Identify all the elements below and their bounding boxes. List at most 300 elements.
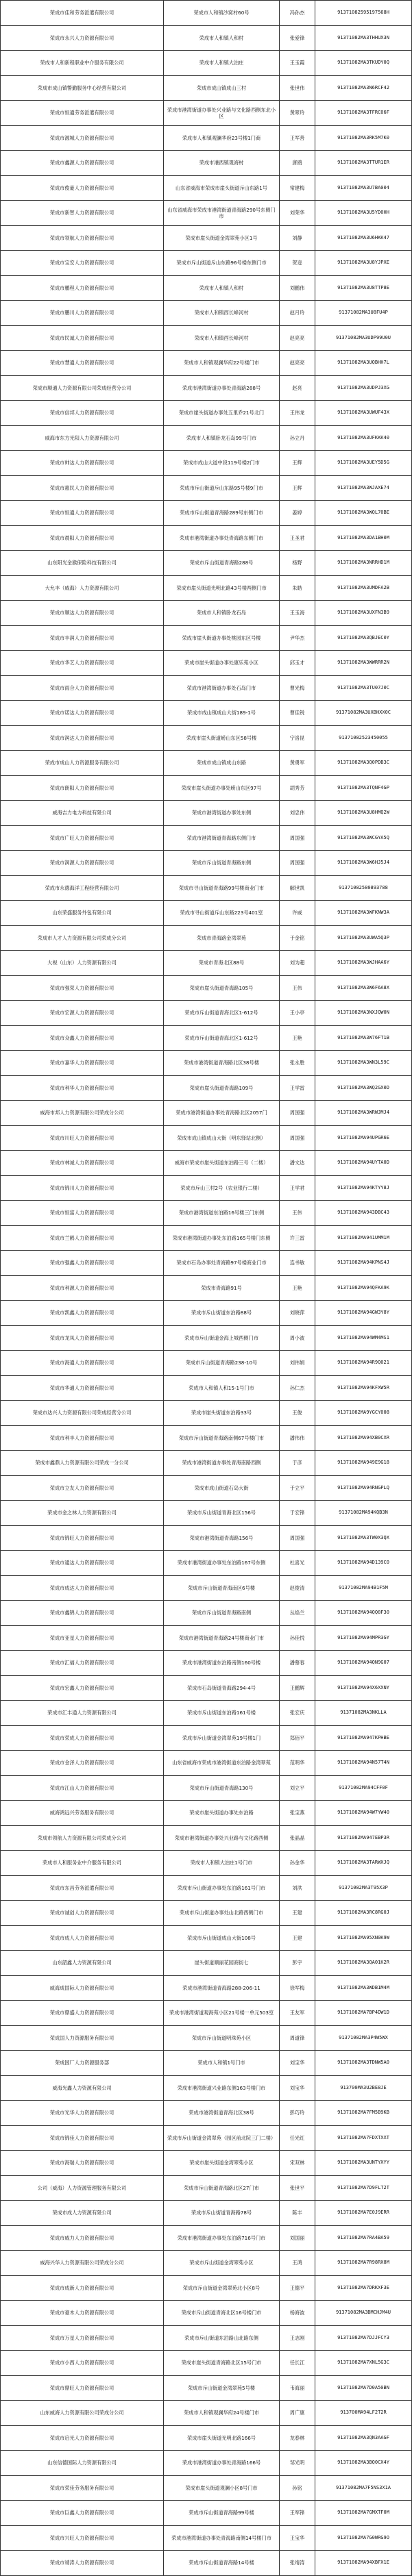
table-row: [1, 501, 412, 526]
legal-person-cell: 刘为超: [280, 951, 315, 976]
table-row: [1, 1801, 412, 1826]
address-cell: 荣成市斥山街道青海路14号楼: [164, 2551, 280, 2576]
credit-code-cell: 91371082MA3U7BA004: [315, 175, 412, 201]
credit-code-cell: 91371082MA3UNTYXYY: [315, 2151, 412, 2176]
credit-code-cell: 91371082MA3BQ0CX4Y: [315, 2451, 412, 2476]
table-row: [1, 1601, 412, 1626]
credit-code-cell: 91371082MA943DBC43: [315, 1201, 412, 1226]
legal-person-cell: 王鸿: [280, 2251, 315, 2276]
address-cell: 荣成市港湾街道观海苑小区21号楼一单元503室: [164, 2001, 280, 2026]
legal-person-cell: 赵月玲: [280, 301, 315, 326]
address-cell: 荣成市港湾街道青海路288-206-11: [164, 1975, 280, 2001]
table-row: [1, 1975, 412, 2001]
legal-person-cell: 贺迩: [280, 251, 315, 276]
legal-person-cell: 陈丰: [280, 2201, 315, 2226]
legal-person-cell: 王友军: [280, 2001, 315, 2026]
company-name-cell: 荣成市恒富人力资源有限公司: [1, 1201, 164, 1226]
address-cell: 荣成市石岛街道青海路294-4号: [164, 1675, 280, 1701]
address-cell: 荣成市人和镇大泊庄: [164, 51, 280, 76]
credit-code-cell: 91371082MA7DRKXF3E: [315, 2275, 412, 2301]
legal-person-cell: 张世平: [280, 2175, 315, 2201]
company-name-cell: 荣成市嘉华人力资源有限公司: [1, 1051, 164, 1076]
table-row: [1, 1025, 412, 1051]
legal-person-cell: 杨野: [280, 551, 315, 576]
credit-code-cell: 91371082MA94X6XXNY: [315, 1675, 412, 1701]
legal-person-cell: 刘宝华: [280, 2051, 315, 2076]
credit-code-cell: 91371082MA947KPHBE: [315, 1725, 412, 1751]
company-name-cell: 荣成市晨阳人力资源有限公司: [1, 525, 164, 551]
credit-code-cell: 91371082MA3W6HJ5J4: [315, 851, 412, 876]
legal-person-cell: 潘慕春: [280, 1651, 315, 1676]
credit-code-cell: 91371082MA7RA4BA59: [315, 2225, 412, 2251]
company-name-cell: 荣成市川旺人力资源有限公司: [1, 1125, 164, 1151]
table-row: [1, 1401, 412, 1426]
legal-person-cell: 孙佳悦: [280, 1625, 315, 1651]
credit-code-cell: 91371082MA94MPR3GY: [315, 1625, 412, 1651]
table-row: [1, 1501, 412, 1526]
credit-code-cell: 91371082MA3DA1BH0M: [315, 525, 412, 551]
table-row: [1, 1625, 412, 1651]
table-row: [1, 2175, 412, 2201]
company-name-cell: 荣成市俊豪人力资源有限公司: [1, 175, 164, 201]
company-name-cell: 山东阳光金猴保险科技有限公司: [1, 551, 164, 576]
credit-code-cell: 913700MA3U2BE8JE: [315, 2075, 412, 2101]
legal-person-cell: 周国强: [280, 1525, 315, 1551]
address-cell: 威海市荣成市崖头街道东泊路三号（二楼）: [164, 1151, 280, 1176]
credit-code-cell: 91371082MA3U6HKK47: [315, 225, 412, 251]
credit-code-cell: 91371082MA7E0J9ERR: [315, 2201, 412, 2226]
legal-person-cell: 张永胜: [280, 1051, 315, 1076]
legal-person-cell: 刘立平: [280, 1775, 315, 1801]
address-cell: 荣成市港湾街道办事处兴业路与文化路西侧东北小区: [164, 101, 280, 126]
company-name-cell: 荣成市兰鹤人力资源有限公司: [1, 1225, 164, 1251]
company-name-cell: 荣成市龙凤人力资源有限公司: [1, 1325, 164, 1351]
credit-code-cell: 91371082MA94B1F5M: [315, 1575, 412, 1601]
credit-code-cell: 91371082MA94RNGPLQ: [315, 1475, 412, 1501]
address-cell: 荣成市崖头街道办事处东泊路: [164, 1801, 280, 1826]
company-name-cell: 荣成市人才人力资源有限公司荣成分公司: [1, 925, 164, 951]
legal-person-cell: 任光红: [280, 2125, 315, 2151]
table-row: [1, 1125, 412, 1151]
legal-person-cell: 周小波: [280, 1325, 315, 1351]
address-cell: 荣成市斥山三村2号（农业银行二楼）: [164, 1175, 280, 1201]
company-name-cell: 荣成市江山人力资源有限公司: [1, 1775, 164, 1801]
legal-person-cell: 周国强: [280, 1125, 315, 1151]
table-row: [1, 2301, 412, 2326]
credit-code-cell: 91371082MA3TKUDY0Q: [315, 51, 412, 76]
address-cell: 荣成市人和镇人和15-1号门市: [164, 1375, 280, 1401]
table-row: [1, 1325, 412, 1351]
address-cell: 荣成市斥山街道金湾翠苑北小区8号: [164, 2275, 280, 2301]
company-name-cell: 威海市邦人力资源有限公司荣成分公司: [1, 1101, 164, 1126]
legal-person-cell: 张宝燕: [280, 1801, 315, 1826]
credit-code-cell: 91371082MA94KQB3N: [315, 1501, 412, 1526]
legal-person-cell: 范明华: [280, 1751, 315, 1776]
table-row: [1, 1101, 412, 1126]
table-row: [1, 1551, 412, 1576]
company-name-cell: 荣成市光华人力资源有限公司: [1, 2101, 164, 2126]
legal-person-cell: 宁洛昆: [280, 725, 315, 751]
credit-code-cell: 91371082580893788: [315, 875, 412, 901]
address-cell: 荣成市崖头街道办事处桃园东区号楼: [164, 625, 280, 651]
address-cell: 荣成市斥山街道东泊路88号: [164, 1301, 280, 1326]
company-name-cell: 荣成市利华人力资源有限公司: [1, 1075, 164, 1101]
credit-code-cell: 91371082MA94N57T4N: [315, 1751, 412, 1776]
table-row: [1, 1375, 412, 1401]
address-cell: 荣成市斥山街道青海北区1-612号: [164, 1001, 280, 1026]
company-name-cell: 威海吉力电力科技有限公司: [1, 801, 164, 826]
address-cell: 山东省威海市荣成市港湾街道青海路290号东侧门市: [164, 201, 280, 226]
company-name-cell: 荣成市小西人力资源有限公司: [1, 2351, 164, 2376]
legal-person-cell: 周国强: [280, 1101, 315, 1126]
table-row: [1, 1151, 412, 1176]
address-cell: 荣成市人和镇人和村: [164, 275, 280, 301]
address-cell: 荣成市人和镇人和村: [164, 25, 280, 51]
company-name-cell: 荣成市锦川人力资源有限公司: [1, 1175, 164, 1201]
legal-person-cell: 王玉霞: [280, 51, 315, 76]
table-row: [1, 2001, 412, 2026]
credit-code-cell: 91371082MA3TFRC06F: [315, 101, 412, 126]
legal-person-cell: 潘伟伟: [280, 1425, 315, 1451]
credit-code-cell: 91371082MA7GMXTF0M: [315, 2501, 412, 2526]
credit-code-cell: 91371082MA3NXJQW0N: [315, 1001, 412, 1026]
table-row: [1, 701, 412, 726]
address-cell: 山东省威海市荣成市崖头街道斥山东路1号: [164, 175, 280, 201]
table-row: [1, 1425, 412, 1451]
address-cell: 荣成市斥山街道斥山东路95号楼9门市: [164, 475, 280, 501]
company-name-cell: 荣成市荣佳劳务服务有限公司: [1, 2475, 164, 2501]
table-row: [1, 475, 412, 501]
company-name-cell: 荣成市成山镇警勤服务中心经营有限公司: [1, 75, 164, 101]
company-name-cell: 荣成市民诚人力资源有限公司: [1, 325, 164, 351]
table-row: [1, 2501, 412, 2526]
credit-code-cell: 91371082MA7FDXTXXT: [315, 2125, 412, 2151]
company-name-cell: 荣成市林诚人力资源有限公司: [1, 1151, 164, 1176]
address-cell: 荣成市成山镇成山东路: [164, 751, 280, 776]
legal-person-cell: 王宝华: [280, 2525, 315, 2551]
legal-person-cell: 许三雷: [280, 1225, 315, 1251]
table-row: [1, 1651, 412, 1676]
credit-code-cell: 91371082MA3TDNW5A0: [315, 2051, 412, 2076]
company-name-cell: 荣成市海通人力资源有限公司: [1, 1351, 164, 1376]
address-cell: 荣成市港湾街道办事处东泊路165号楼门东侧: [164, 1225, 280, 1251]
company-name-cell: 荣成市通达人力资源有限公司: [1, 1551, 164, 1576]
legal-person-cell: 刘鹏伟: [280, 275, 315, 301]
credit-code-cell: 91371082MA7D0A50BN: [315, 2375, 412, 2401]
company-name-cell: 荣成市威力人力资源有限公司: [1, 2225, 164, 2251]
address-cell: 荣成市人和镇观澜华府23号楼1门商: [164, 125, 280, 151]
address-cell: 荣成市人和镇1号门市: [164, 2051, 280, 2076]
address-cell: 荣成市斥山街道青海路130号: [164, 1775, 280, 1801]
legal-person-cell: 赵亮亮: [280, 351, 315, 376]
table-row: [1, 1251, 412, 1276]
address-cell: 荣成市人和镇卧龙石岛99号门市: [164, 425, 280, 451]
address-cell: 荣成市斥山街道斥山东路96号楼东侧门市: [164, 251, 280, 276]
address-cell: 荣成市寻山街道青海路99号楼商业门市: [164, 875, 280, 901]
company-name-cell: 荣成市丰润人力资源有限公司: [1, 625, 164, 651]
legal-person-cell: 尹华杰: [280, 625, 315, 651]
table-row: [1, 401, 412, 426]
address-cell: 荣成市斥山街道东泊路山北路东侧: [164, 2325, 280, 2351]
address-cell: 荣成市崖头街道办事处康乐苑小区: [164, 651, 280, 676]
table-row: [1, 1051, 412, 1076]
credit-code-cell: 91371082MA94W7YW40: [315, 1801, 412, 1826]
table-row: [1, 2351, 412, 2376]
credit-code-cell: 91371082MA3WJHAA6Y: [315, 951, 412, 976]
address-cell: 荣成市崖头街道金湾翠苑小区1号: [164, 225, 280, 251]
credit-code-cell: 91371082MA7D9FLT2T: [315, 2175, 412, 2201]
address-cell: 荣成市崖头街道青海路109号: [164, 1075, 280, 1101]
legal-person-cell: 刘晓萍: [280, 1301, 315, 1326]
legal-person-cell: 周国强: [280, 825, 315, 851]
table-row: [1, 975, 412, 1001]
address-cell: 荣成市港湾街道兴业路东侧163号楼门市: [164, 2075, 280, 2101]
legal-person-cell: 王小亭: [280, 1001, 315, 1026]
legal-person-cell: 王艳: [280, 1025, 315, 1051]
table-row: [1, 1451, 412, 1476]
company-name-cell: 荣成市成达人力资源有限公司: [1, 1575, 164, 1601]
address-cell: 荣成市人和镇大泊庄1号门市: [164, 1851, 280, 1876]
company-name-cell: 荣成市成山人力资源服务有限公司: [1, 751, 164, 776]
company-name-cell: 荣成市鼎盛人力资源有限公司: [1, 2001, 164, 2026]
legal-person-cell: 赵亮: [280, 375, 315, 401]
company-name-cell: 山东信德国际人力资源有限公司: [1, 2451, 164, 2476]
address-cell: 荣成市斥山街道青海北区16号楼门市: [164, 2301, 280, 2326]
credit-code-cell: 91371082MA7F5NS3X1A: [315, 2475, 412, 2501]
legal-person-cell: 孙立丹: [280, 425, 315, 451]
table-row: [1, 1701, 412, 1726]
legal-person-cell: 任长江: [280, 2351, 315, 2376]
legal-person-cell: 张晶晶: [280, 1825, 315, 1851]
address-cell: 荣成市人和镇观澜华府24号楼门市: [164, 2401, 280, 2426]
legal-person-cell: 王玉海: [280, 601, 315, 626]
table-row: [1, 1, 412, 26]
company-name-cell: 荣成市鑫鼎人力资源有限公司荣成一分公司: [1, 1451, 164, 1476]
company-name-cell: 荣成市靖涛人力资源有限公司: [1, 2551, 164, 2576]
credit-code-cell: 91371082MA3Q0PDB3C: [315, 751, 412, 776]
credit-code-cell: 91371082MA94XBFX1E: [315, 2551, 412, 2576]
company-name-cell: 荣成市成新人力资源有限公司: [1, 2275, 164, 2301]
address-cell: 荣成市港湾街道办事处青海路288号: [164, 375, 280, 401]
table-row: [1, 2551, 412, 2576]
legal-person-cell: 张爱锋: [280, 25, 315, 51]
legal-person-cell: 许威: [280, 901, 315, 926]
credit-code-cell: 91371082MA3WN3L59C: [315, 1051, 412, 1076]
company-name-cell: 山东韶鑫人力资源有限公司: [1, 1951, 164, 1976]
credit-code-cell: 91371082MA94R9Q021: [315, 1351, 412, 1376]
credit-code-cell: 91371082MA3WWRRR2N: [315, 651, 412, 676]
company-name-cell: 荣成市恒通劳务派遣有限公司: [1, 101, 164, 126]
address-cell: 荣成市成山镇成山三村: [164, 75, 280, 101]
table-row: [1, 451, 412, 476]
legal-person-cell: 曹佳锐: [280, 701, 315, 726]
credit-code-cell: 91371082MA7BP4DW1D: [315, 2001, 412, 2026]
company-name-cell: 荣成市帅达人力资源有限公司: [1, 451, 164, 476]
company-name-cell: 荣成市领航人力资源有限公司: [1, 225, 164, 251]
address-cell: 荣成市港湾街道东泊路16号楼三门东侧: [164, 1201, 280, 1226]
company-name-cell: 荣成市金之林人力资源有限公司: [1, 1501, 164, 1526]
address-cell: 荣成市斥山街道金湾翠苑19号楼1门: [164, 1725, 280, 1751]
address-cell: 荣成市崖头街道青海路105号: [164, 975, 280, 1001]
table-row: [1, 525, 412, 551]
address-cell: 荣成市港湾街道办事处东泊路716号门市: [164, 2225, 280, 2251]
company-name-cell: 威海成国际人力资源有限公司: [1, 1975, 164, 2001]
credit-code-cell: 91371082MA3THHUX3N: [315, 25, 412, 51]
table-row: [1, 2125, 412, 2151]
company-name-cell: 荣成市利丰人力资源有限公司: [1, 1425, 164, 1451]
credit-code-cell: 91371082MA3WDB1M4M: [315, 1975, 412, 2001]
table-row: [1, 2401, 412, 2426]
address-cell: 荣成市港湾街道办事处青海路166号: [164, 2451, 280, 2476]
table-row: [1, 2275, 412, 2301]
address-cell: 荣成市青海北区88号: [164, 951, 280, 976]
table-row: [1, 851, 412, 876]
address-cell: 荣成市斥山街道金海上城西侧门市: [164, 1325, 280, 1351]
table-row: [1, 425, 412, 451]
credit-code-cell: 91371082MA94CFF0F: [315, 1775, 412, 1801]
credit-code-cell: 91371082MA3T95X3P: [315, 1875, 412, 1901]
address-cell: 荣成市斥山街道青海路238-10号: [164, 1351, 280, 1376]
credit-code-cell: 91371082MA949E9G18: [315, 1451, 412, 1476]
legal-person-cell: 王建: [280, 1901, 315, 1926]
legal-person-cell: 宋双林: [280, 2151, 315, 2176]
address-cell: 荣成市港湾街道青海路156号: [164, 1525, 280, 1551]
credit-code-cell: 91371082MA94QFKA9K: [315, 1275, 412, 1301]
company-name-cell: 荣成市诺达人力资源有限公司: [1, 701, 164, 726]
legal-person-cell: 刘国丽: [280, 2225, 315, 2251]
company-name-cell: 荣成市强鑫人力资源有限公司: [1, 1251, 164, 1276]
company-name-cell: 荣成市领航人力资源有限公司荣成分公司: [1, 1825, 164, 1851]
legal-person-cell: 龙春林: [280, 2425, 315, 2451]
credit-code-cell: 913700MA94LF2T2R: [315, 2401, 412, 2426]
table-row: [1, 2025, 412, 2051]
legal-person-cell: 杜喜光: [280, 1551, 315, 1576]
credit-code-cell: 91371082MA3UFKKK40: [315, 425, 412, 451]
company-name-cell: 荣成市广旺人力资源有限公司: [1, 825, 164, 851]
address-cell: 荣成市人和镇沙窝村60号: [164, 1, 280, 26]
credit-code-cell: 91371082MA3NKLLA: [315, 1701, 412, 1726]
company-name-cell: 荣成市诚创人力资源有限公司: [1, 1901, 164, 1926]
address-cell: 荣成市港湾街道办事处东侧: [164, 801, 280, 826]
credit-code-cell: 91371082MA94KTYY8J: [315, 1175, 412, 1201]
address-cell: 荣成市成山镇成山大街（明东驿站北侧）: [164, 1125, 280, 1151]
credit-code-cell: 91371082MA94KPNS4J: [315, 1251, 412, 1276]
company-name-cell: 威海兴华人力资源有限公司荣成分公司: [1, 2251, 164, 2276]
company-name-cell: 荣成市人和新程职业中介服务有限公司: [1, 51, 164, 76]
legal-person-cell: 王志刚: [280, 2325, 315, 2351]
credit-code-cell: 91371082MA3N6RCF42: [315, 75, 412, 101]
address-cell: 荣成市成山镇成山大街189-1号: [164, 701, 280, 726]
address-cell: 荣成市港湾街道办事处青海路南侧14号楼门市: [164, 2525, 280, 2551]
legal-person-cell: 王鹏辉: [280, 1675, 315, 1701]
credit-code-cell: 91371082MA3U8HMQ2W: [315, 801, 412, 826]
legal-person-cell: 王学君: [280, 1175, 315, 1201]
company-name-cell: 荣成市锦旺人力资源有限公司: [1, 1525, 164, 1551]
legal-person-cell: 周广康: [280, 2401, 315, 2426]
table-row: [1, 225, 412, 251]
table-row: [1, 551, 412, 576]
credit-code-cell: 91371082MA3W6F6A8X: [315, 975, 412, 1001]
table-row: [1, 1825, 412, 1851]
company-name-cell: 荣成市亚星人力资源有限公司: [1, 1625, 164, 1651]
table-row: [1, 151, 412, 176]
address-cell: 荣成市斥山街道办事处东泊路161号门市: [164, 1875, 280, 1901]
company-name-cell: 荣成市佳和劳务派遣有限公司: [1, 1, 164, 26]
legal-person-cell: 王德平: [280, 2275, 315, 2301]
credit-code-cell: 91371082MA3WJAXE74: [315, 475, 412, 501]
credit-code-cell: 91371082MA94GW3Y8Y: [315, 1301, 412, 1326]
credit-code-cell: 91371082MA9YGCY008: [315, 1401, 412, 1426]
address-cell: 荣成市港湾街道青海路24号楼商业门市: [164, 1625, 280, 1651]
company-name-cell: 荣成市润达人力资源有限公司: [1, 725, 164, 751]
credit-code-cell: 91371082MA3UQBHH7L: [315, 351, 412, 376]
table-row: [1, 201, 412, 226]
table-row: [1, 2325, 412, 2351]
legal-person-cell: 王圣君: [280, 525, 315, 551]
credit-code-cell: 91371082MA3NRRHD1M: [315, 551, 412, 576]
credit-code-cell: 91371082MA3U8YJPXE: [315, 251, 412, 276]
company-name-cell: 荣成市惠民人力资源有限公司: [1, 475, 164, 501]
legal-person-cell: 王伟: [280, 975, 315, 1001]
legal-person-cell: 于宏锋: [280, 1501, 315, 1526]
company-name-cell: 荣成市鹏川人力资源有限公司: [1, 301, 164, 326]
credit-code-cell: 91371082MA94QN9G07: [315, 1651, 412, 1676]
company-name-cell: 山东威海人力资源有限公司荣成分公司: [1, 2401, 164, 2426]
credit-code-cell: 91371082MA3RK5M7K0: [315, 125, 412, 151]
credit-code-cell: 91371082MA7FM5B9KB: [315, 2101, 412, 2126]
address-cell: 荣成市人和镇卧龙石岛: [164, 601, 280, 626]
credit-code-cell: 91371082MA94D139C0: [315, 1551, 412, 1576]
legal-person-cell: 唐鸥: [280, 151, 315, 176]
table-row: [1, 1751, 412, 1776]
legal-person-cell: 刘宝华: [280, 2075, 315, 2101]
credit-code-cell: 91371082MA3UXFN3B9: [315, 601, 412, 626]
credit-code-cell: 91371082MA3U5YD0HH: [315, 201, 412, 226]
table-row: [1, 1851, 412, 1876]
credit-code-cell: 91371082MA3WQ2GX0D: [315, 1075, 412, 1101]
legal-person-cell: 解世凯: [280, 875, 315, 901]
legal-person-cell: 王辉: [280, 451, 315, 476]
credit-code-cell: 91371082MA3U8FU4P: [315, 301, 412, 326]
credit-code-cell: 91371082MA3W76FT1B: [315, 1025, 412, 1051]
legal-person-cell: 于彦: [280, 1451, 315, 1476]
address-cell: 荣成市港湾街道办事处东泊路167号东侧: [164, 1551, 280, 1576]
legal-person-cell: 刘忠伟: [280, 801, 315, 826]
company-name-cell: 荣成市启光人力资源有限公司: [1, 2425, 164, 2451]
address-cell: 荣成市港湾街道青海路东侧门市: [164, 825, 280, 851]
table-row: [1, 125, 412, 151]
legal-person-cell: 黄翠玲: [280, 101, 315, 126]
company-name-cell: 荣成市宝安人力资源有限公司: [1, 251, 164, 276]
credit-code-cell: 91371082MA94QQ8F30: [315, 1601, 412, 1626]
address-cell: 荣成市斥山街道青海路289号东侧门市: [164, 501, 280, 526]
company-name-cell: 荣成国厂人力资源服务部: [1, 2051, 164, 2076]
address-cell: 荣成市斥山街道青海路东侧: [164, 851, 280, 876]
company-name-cell: 荣成市立友人力资源有限公司: [1, 1475, 164, 1501]
company-name-cell: 荣成市利源人力资源有限公司: [1, 1275, 164, 1301]
address-cell: 荣成市崖头街道光明北路43号楼两侧门市: [164, 575, 280, 601]
legal-person-cell: 周国强: [280, 851, 315, 876]
company-name-cell: 荣成市永德海洋工程经营有限公司: [1, 875, 164, 901]
address-cell: 荣成市青海路91号: [164, 1275, 280, 1301]
address-cell: 荣成市崖头街道金湾翠苑小区: [164, 2151, 280, 2176]
company-name-cell: 荣成国人力资源服务有限公司: [1, 2025, 164, 2051]
credit-code-cell: 91371082MA3QBJEC0Y: [315, 625, 412, 651]
legal-person-cell: 王伟龙: [280, 401, 315, 426]
legal-person-cell: 王学雷: [280, 1075, 315, 1101]
credit-code-cell: 91371082MA941UMM1M: [315, 1225, 412, 1251]
company-name-cell: 山东荣盛服务外包有限公司: [1, 901, 164, 926]
